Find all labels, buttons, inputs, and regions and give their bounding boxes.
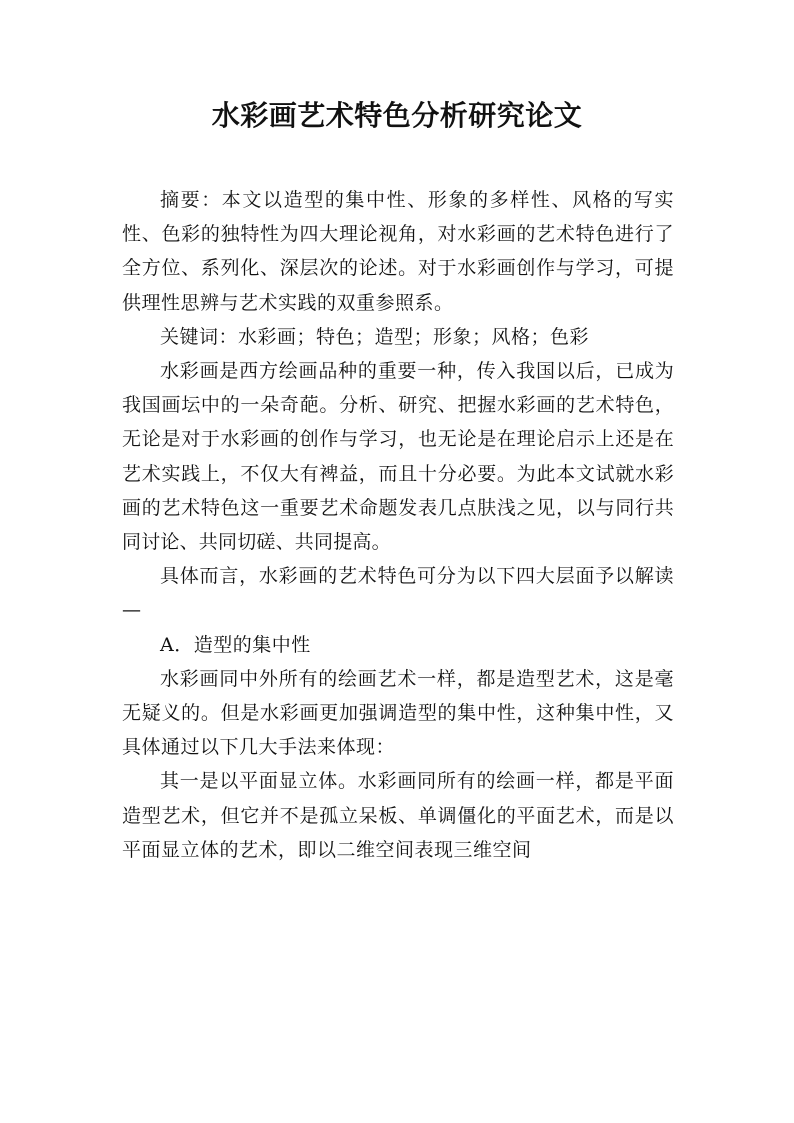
section-heading-a: A．造型的集中性 <box>160 633 311 656</box>
overview-paragraph: 具体而言，水彩画的艺术特色可分为以下四大层面予以解读— <box>122 565 674 622</box>
keywords-paragraph: 关键词：水彩画；特色；造型；形象；风格；色彩 <box>160 325 590 348</box>
abstract-paragraph: 摘要：本文以造型的集中性、形象的多样性、风格的写实性、色彩的独特性为四大理论视角，对水彩画的艺术特色进行了全方位、系列化、深层次的论述。对于水彩画创作与学习，可提供理性思辨与艺术实践的双重参照系。 <box>122 189 674 314</box>
document-body <box>122 183 674 867</box>
section-a-paragraph-2: 其一是以平面显立体。水彩画同所有的绘画一样，都是平面造型艺术，但它并不是孤立呆板、单调僵化的平面艺术，而是以平面显立体的艺术，即以二维空间表现三维空间 <box>122 770 674 861</box>
section-a-paragraph-1: 水彩画同中外所有的绘画艺术一样，都是造型艺术，这是毫无疑义的。但是水彩画更加强调造型的集中性，这种集中性，又具体通过以下几大手法来体现： <box>122 667 674 759</box>
intro-paragraph: 水彩画是西方绘画品种的重要一种，传入我国以后，已成为我国画坛中的一朵奇葩。分析、研究、把握水彩画的艺术特色，无论是对于水彩画的创作与学习，也无论是在理论启示上还是在艺术实践上，不仅大有裨益，而且十分必要。为此本文试就水彩画的艺术特色这一重要艺术命题发表几点肤浅之见，以与同行共同讨论、共同切磋、共同提高。 <box>122 360 674 554</box>
document-title: 水彩画艺术特色分析研究论文 <box>211 99 583 132</box>
